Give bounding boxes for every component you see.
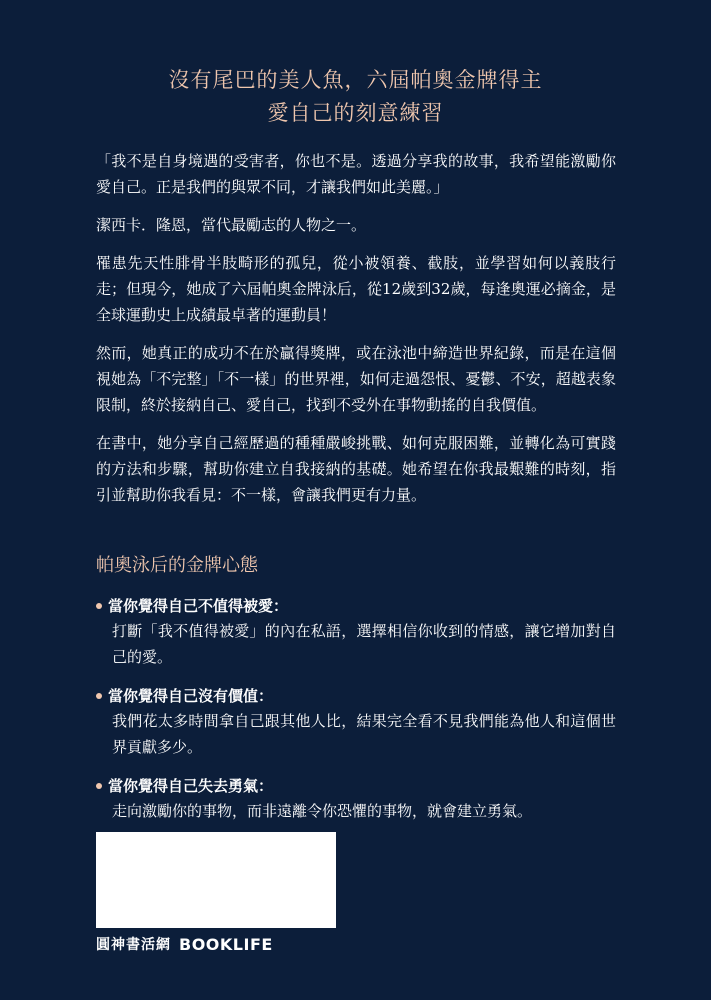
mindset-item-heading: 當你覺得自己不值得被愛：: [108, 597, 289, 615]
title-line-2: 愛自己的刻意練習: [267, 101, 444, 125]
intro-paragraph: 潔西卡．隆恩，當代最勵志的人物之一。: [96, 216, 367, 234]
bio-paragraph: 罹患先天性腓骨半肢畸形的孤兒，從小被領養、截肢，並學習如何以義肢行走；但現今，她成了六屆帕奧金牌泳后，從12歲到32歲，每逢奧運必摘金，是全球運動史上成績最卓著的運動員！: [96, 254, 616, 324]
mindset-section: [96, 552, 616, 838]
mindset-item: [96, 774, 616, 824]
success-paragraph: 然而，她真正的成功不在於贏得獎牌，或在泳池中締造世界紀錄，而是在這個視她為「不完整」「不一樣」的世界裡，如何走過怨恨、憂鬱、不安，超越表象限制，終於接納自己、愛自己，找到不受外在事物動搖的自我價值。: [96, 344, 616, 414]
bullet-icon: [96, 693, 102, 699]
mindset-item-heading: 當你覺得自己失去勇氣：: [108, 777, 274, 795]
barcode-area: [96, 832, 336, 928]
mindset-item-text: 走向激勵你的事物，而非遠離令你恐懼的事物，就會建立勇氣。: [112, 802, 533, 820]
description: [96, 148, 616, 520]
bullet-icon: [96, 783, 102, 789]
cover-title: [0, 64, 711, 130]
section-title: 帕奧泳后的金牌心態: [96, 555, 258, 576]
publisher-chinese-name: 圓神書活網: [96, 937, 171, 953]
mindset-item-text: 打斷「我不值得被愛」的內在私語，選擇相信你收到的情感，讓它增加對自己的愛。: [112, 622, 616, 666]
title-line-1: 沒有尾巴的美人魚，六屆帕奧金牌得主: [168, 68, 543, 92]
mindset-item: [96, 594, 616, 670]
quote-paragraph: 「我不是自身境遇的受害者，你也不是。透過分享我的故事，我希望能激勵你愛自己。正是我們的與眾不同，才讓我們如此美麗。」: [96, 152, 616, 196]
mindset-item: [96, 684, 616, 760]
publisher-logo: [96, 933, 273, 955]
mindset-item-text: 我們花太多時間拿自己跟其他人比，結果完全看不見我們能為他人和這個世界貢獻多少。: [112, 712, 616, 756]
book-paragraph: 在書中，她分享自己經歷過的種種嚴峻挑戰、如何克服困難，並轉化為可實踐的方法和步驟，幫助你建立自我接納的基礎。她希望在你我最艱難的時刻，指引並幫助你我看見：不一樣，會讓我們更有力量。: [96, 434, 616, 504]
bullet-icon: [96, 603, 102, 609]
mindset-item-heading: 當你覺得自己沒有價值：: [108, 687, 274, 705]
publisher-english-name: BOOKLIFE: [179, 934, 273, 954]
